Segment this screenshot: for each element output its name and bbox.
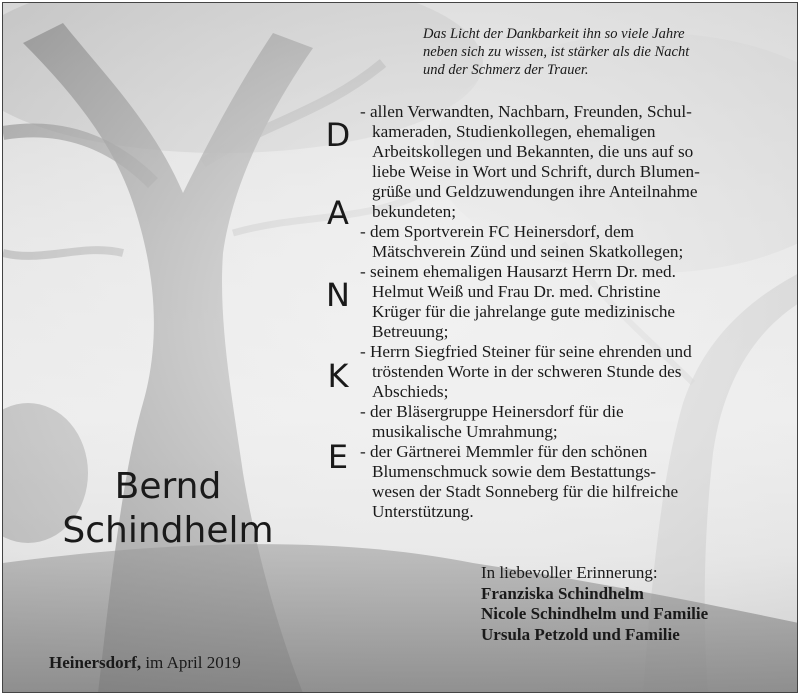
deceased-first-name: Bernd [114, 466, 222, 507]
list-item [360, 402, 780, 442]
date: im April 2019 [145, 653, 241, 672]
signer-name: Ursula Petzold und Familie [481, 624, 680, 644]
item-line: - seinem ehemaligen Hausarzt Herrn Dr. med. [360, 262, 676, 281]
list-item [360, 442, 780, 522]
danke-letter-k: K [327, 357, 349, 395]
danke-letter-a: A [327, 194, 349, 232]
signer-name: Nicole Schindhelm und Familie [481, 604, 709, 623]
item-line: - der Gärtnerei Memmler für den schönen [360, 442, 648, 461]
signer-name: Franziska Schindhelm [481, 583, 644, 603]
item-line: - Herrn Siegfried Steiner für seine ehrenden und [360, 342, 692, 361]
list-item [360, 102, 780, 222]
signers-intro: In liebevoller Erinnerung: [481, 563, 658, 582]
item-line: wesen der Stadt Sonneberg für die hilfreiche [372, 482, 679, 501]
danke-letter-n: N [326, 276, 350, 314]
item-line: - der Bläsergruppe Heinersdorf für die [360, 402, 624, 421]
thanks-list [360, 102, 780, 522]
item-line: Helmut Weiß und Frau Dr. med. Christine [372, 282, 661, 301]
item-line: Abschieds; [372, 382, 449, 401]
danke-letter-e: E [327, 438, 349, 476]
item-line: tröstenden Worte in der schweren Stunde des [372, 362, 682, 381]
deceased-last-name: Schindhelm [62, 510, 274, 551]
item-line: Arbeitskollegen und Bekannten, die uns auf so [372, 142, 694, 161]
item-line: bekundeten; [372, 202, 456, 221]
item-line: liebe Weise in Wort und Schrift, durch Blumen- [372, 162, 700, 181]
quote [423, 25, 783, 79]
item-line: Blumenschmuck sowie dem Bestattungs- [372, 462, 657, 481]
place-date [49, 653, 241, 673]
list-item [360, 222, 780, 262]
item-line: - dem Sportverein FC Heinersdorf, dem [360, 222, 634, 241]
item-line: Unterstützung. [372, 502, 474, 521]
item-line: Mätschverein Zünd und seinen Skatkollegen; [372, 242, 684, 261]
quote-line: und der Schmerz der Trauer. [423, 62, 589, 78]
quote-line: Das Licht der Dankbarkeit ihn so viele Jahre [423, 26, 685, 42]
signers [481, 563, 781, 645]
item-line: grüße und Geldzuwendungen ihre Anteilnahme [372, 182, 698, 201]
item-line: Krüger für die jahrelange gute medizinische [372, 302, 676, 321]
item-line: - allen Verwandten, Nachbarn, Freunden, Schul- [360, 102, 692, 121]
list-item [360, 262, 780, 342]
item-line: musikalische Umrahmung; [372, 422, 558, 441]
obituary-notice [2, 2, 798, 693]
place: Heinersdorf, [49, 653, 142, 672]
quote-line: neben sich zu wissen, ist stärker als die Nacht [423, 44, 690, 60]
item-line: Betreuung; [372, 322, 449, 341]
list-item [360, 342, 780, 402]
deceased-name [43, 465, 293, 553]
item-line: kameraden, Studienkollegen, ehemaligen [372, 122, 656, 141]
danke-letter-d: D [325, 116, 351, 154]
